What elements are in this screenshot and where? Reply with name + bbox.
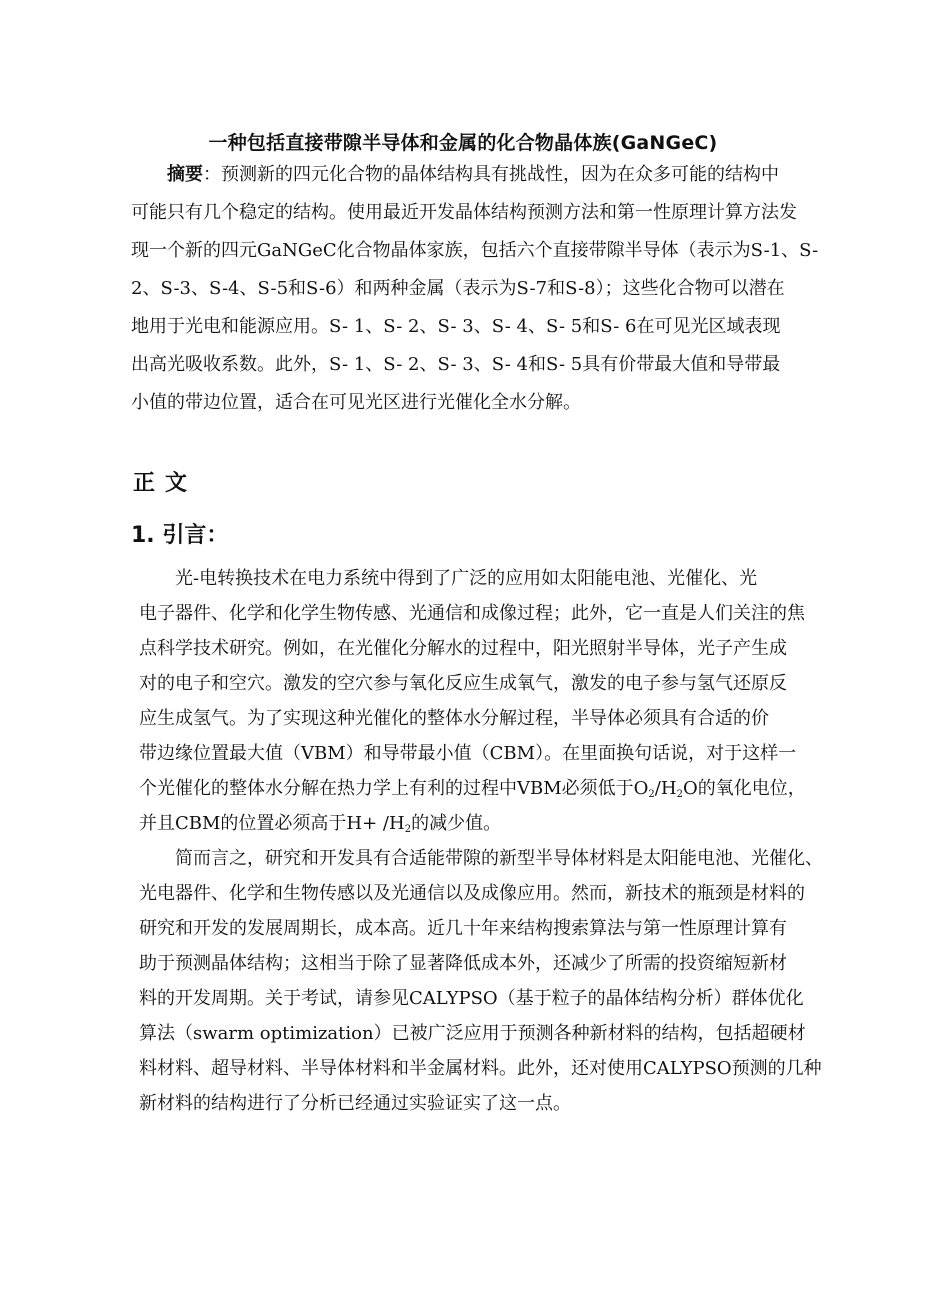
paragraph-line: 光电器件、化学和生物传感以及光通信以及成像应用。然而，新技术的瓶颈是材料的 <box>139 883 805 904</box>
subscript: 2 <box>676 789 683 800</box>
paragraph-line: 光-电转换技术在电力系统中得到了广泛的应用如太阳能电池、光催化、光 <box>175 568 758 589</box>
abstract-line: 小值的带边位置，适合在可见光区进行光催化全水分解。 <box>131 392 581 413</box>
paragraph-line: 研究和开发的发展周期长，成本高。近几十年来结构搜索算法与第一性原理计算有 <box>139 918 787 939</box>
paragraph-1 <box>139 564 829 839</box>
paragraph-line: 应生成氢气。为了实现这种光催化的整体水分解过程，半导体必须具有合适的价 <box>139 708 769 729</box>
paragraph-line: 算法（swarm optimization）已被广泛应用于预测各种新材料的结构，包括超硬材 <box>139 1023 806 1044</box>
abstract-line: 地用于光电和能源应用。S- 1、S- 2、S- 3、S- 4、S- 5和S- 6在可见光区域表现 <box>131 316 781 337</box>
paragraph-line: 电子器件、化学和化学生物传感、光通信和成像过程；此外，它一直是人们关注的焦 <box>139 603 805 624</box>
abstract-line: 可能只有几个稳定的结构。使用最近开发晶体结构预测方法和第一性原理计算方法发 <box>131 202 797 223</box>
text-run: 的减少值。 <box>411 813 502 834</box>
abstract-line: 2、S-3、S-4、S-5和S-6）和两种金属（表示为S-7和S-8）；这些化合物可以潜在 <box>131 278 785 299</box>
abstract-line: 出高光吸收系数。此外，S- 1、S- 2、S- 3、S- 4和S- 5具有价带最大值和导带最 <box>131 354 781 375</box>
abstract-label-colon: ： <box>203 164 221 185</box>
abstract-label: 摘要 <box>167 164 203 185</box>
text-run: 个光催化的整体水分解在热力学上有利的过程中VBM必须低于O <box>139 778 649 799</box>
abstract-line <box>131 156 811 194</box>
paragraph-line <box>139 809 829 839</box>
document-title: 一种包括直接带隙半导体和金属的化合物晶体族(GaNGeC) <box>208 132 718 154</box>
paragraph-line: 点科学技术研究。例如，在光催化分解水的过程中，阳光照射半导体，光子产生成 <box>139 638 787 659</box>
paragraph-line <box>139 774 829 804</box>
abstract <box>131 156 819 422</box>
paragraph-line: 对的电子和空穴。激发的空穴参与氧化反应生成氧气，激发的电子参与氢气还原反 <box>139 673 787 694</box>
paragraph-line: 料的开发周期。关于考试，请参见CALYPSO（基于粒子的晶体结构分析）群体优化 <box>139 988 804 1009</box>
text-run: O的氧化电位， <box>682 778 806 799</box>
text-run: 并且CBM的位置必须高于H+ /H <box>139 813 405 834</box>
subscript: 2 <box>404 824 412 835</box>
paragraph-line: 新材料的结构进行了分析已经通过实验证实了这一点。 <box>139 1093 571 1114</box>
paragraph-line: 带边缘位置最大值（VBM）和导带最小值（CBM）。在里面换句话说，对于这样一 <box>139 743 797 764</box>
section-heading-introduction: 1. 引言： <box>131 523 229 548</box>
paragraph-2 <box>139 844 829 1119</box>
introduction-body <box>139 564 829 1124</box>
paragraph-line: 料材料、超导材料、半导体材料和半金属材料。此外，还对使用CALYPSO预测的几种 <box>139 1058 822 1079</box>
text-run: /H <box>654 778 677 799</box>
paragraph-line: 助于预测晶体结构；这相当于除了显著降低成本外，还减少了所需的投资缩短新材 <box>139 953 787 974</box>
subscript: 2 <box>648 789 655 800</box>
paragraph-line: 简而言之，研究和开发具有合适能带隙的新型半导体材料是太阳能电池、光催化、 <box>175 848 823 869</box>
main-heading: 正文 <box>133 471 198 496</box>
abstract-line: 现一个新的四元GaNGeC化合物晶体家族，包括六个直接带隙半导体（表示为S-1、S- <box>131 240 819 261</box>
abstract-text: 预测新的四元化合物的晶体结构具有挑战性，因为在众多可能的结构中 <box>221 164 779 185</box>
